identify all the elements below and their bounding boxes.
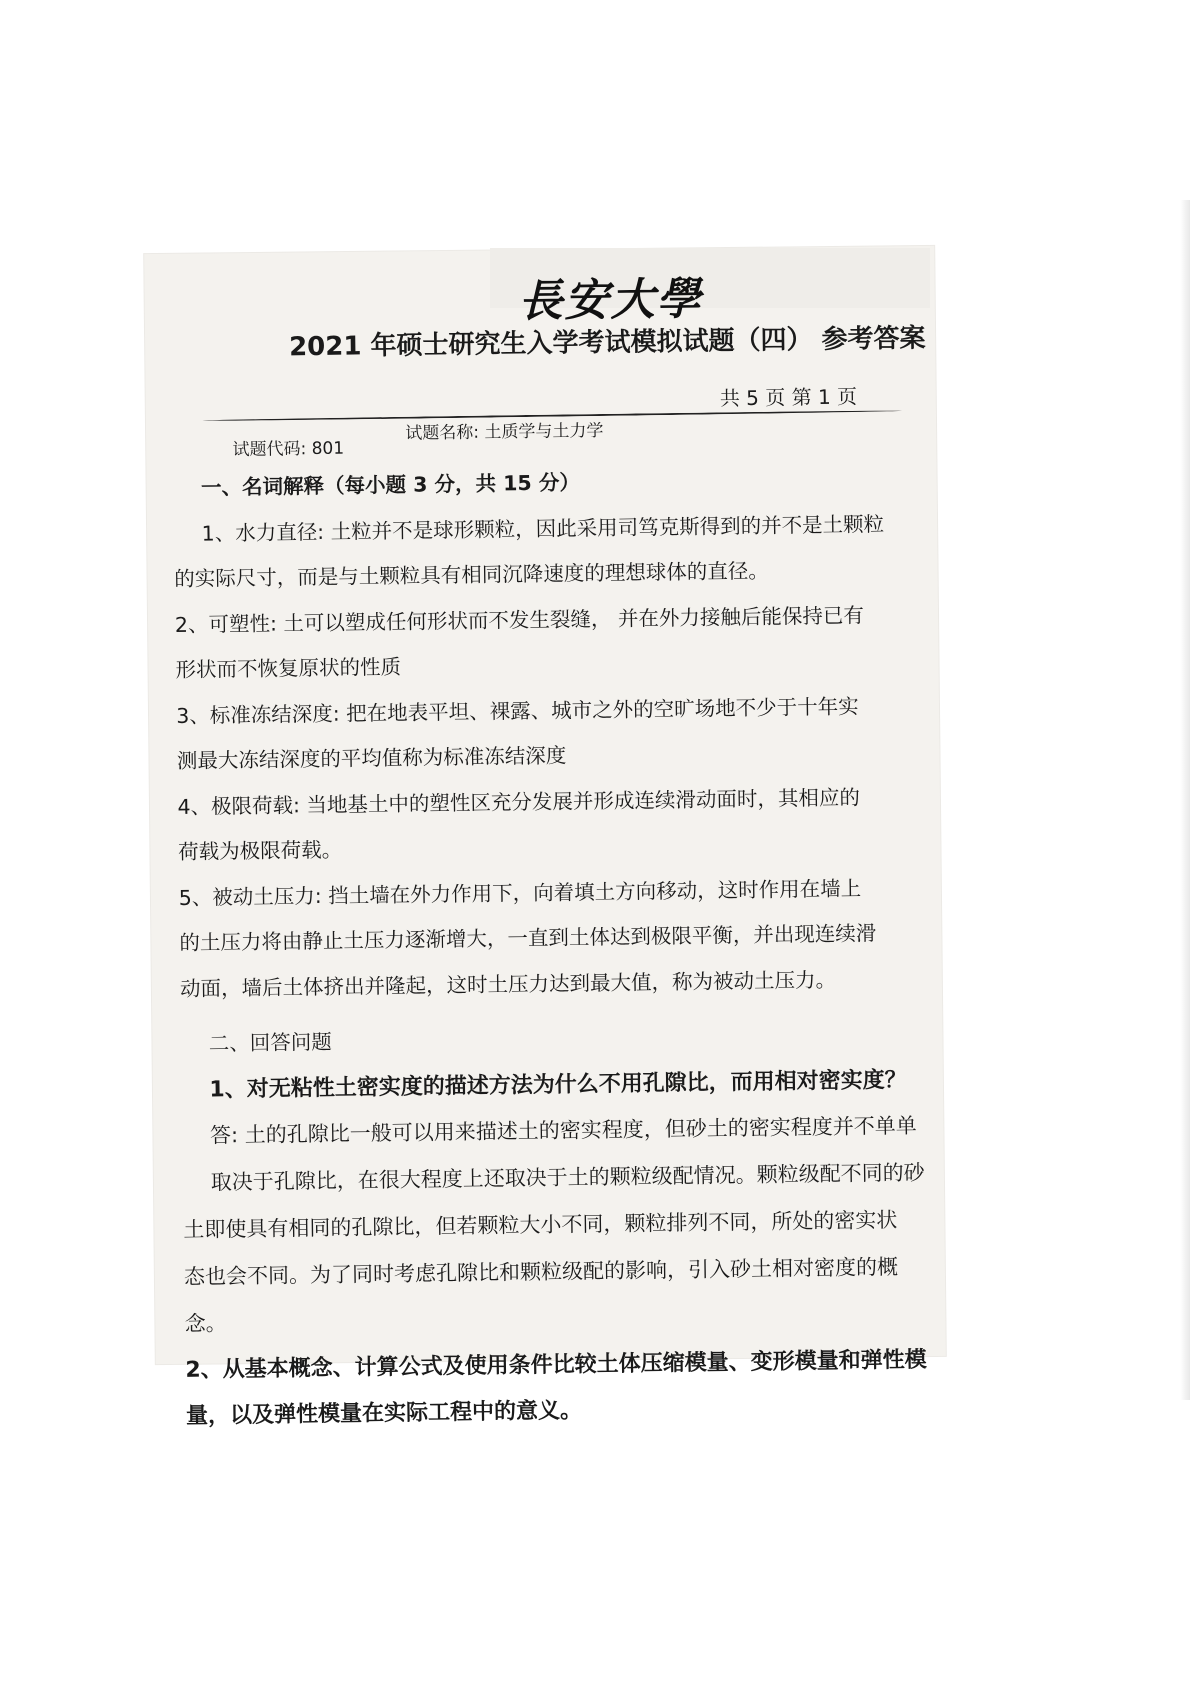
exam-name: 试题名称: 土质学与土力学: [405, 420, 604, 444]
answer-1-line-1: 答: 土的孔隙比一般可以用来描述土的密实程度，但砂土的密实程度并不单单: [209, 1113, 917, 1148]
answer-1-line-4: 态也会不同。为了同时考虑孔隙比和颗粒级配的影响，引入砂土相对密度的概: [183, 1254, 899, 1289]
term-1-line-1: 1、水力直径: 土粒并不是球形颗粒，因此采用司笃克斯得到的并不是土颗粒: [201, 511, 885, 546]
section-1-title: 一、名词解释（每小题 3 分，共 15 分）: [200, 470, 581, 500]
page-info: 共 5 页 第 1 页: [719, 384, 858, 411]
question-1: 1、对无粘性土密实度的描述方法为什么不用孔隙比，而用相对密实度？: [209, 1067, 907, 1103]
term-5-line-3: 动面，墙后土体挤出并隆起，这时土压力达到最大值，称为被动土压力。: [179, 967, 837, 1001]
section-2-title: 二、回答问题: [208, 1029, 332, 1056]
term-2-line-2: 形状而不恢复原状的性质: [175, 654, 402, 682]
university-logo: 長安大學: [518, 273, 703, 328]
answer-1-line-2: 取决于孔隙比，在很大程度上还取决于土的颗粒级配情况。颗粒级配不同的砂: [210, 1160, 925, 1195]
answer-body: [173, 455, 957, 1439]
answer-1-line-5: 念。: [184, 1311, 227, 1336]
term-1-line-2: 的实际尺寸，而是与土颗粒具有相同沉降速度的理想球体的直径。: [174, 558, 769, 591]
term-5-line-1: 5、被动土压力: 挡土墙在外力作用下，向着填土方向移动，这时作用在墙上: [178, 875, 862, 910]
term-3-line-1: 3、标准冻结深度: 把在地表平坦、裸露、城市之外的空旷场地不少于十年实: [176, 693, 859, 728]
answer-1-line-3: 土即使具有相同的孔隙比，但若颗粒大小不同，颗粒排列不同，所处的密实状: [183, 1207, 898, 1242]
term-4-line-2: 荷载为极限荷载。: [177, 837, 343, 864]
question-2-line-1: 2、从基本概念、计算公式及使用条件比较土体压缩模量、变形模量和弹性模: [185, 1347, 927, 1383]
document-title: 2021 年硕士研究生入学考试模拟试题（四） 参考答案: [288, 323, 926, 363]
scan-edge-shadow: [1180, 200, 1190, 1400]
term-5-line-2: 的土压力将由静止土压力逐渐增大，一直到土体达到极限平衡，并出现连续滑: [179, 921, 877, 955]
term-3-line-2: 测最大冻结深度的平均值称为标准冻结深度: [176, 743, 567, 773]
exam-code: 试题代码: 801: [232, 438, 345, 461]
question-2-line-2: 量，以及弹性模量在实际工程中的意义。: [185, 1397, 583, 1429]
term-2-line-1: 2、可塑性: 土可以塑成任何形状而不发生裂缝， 并在外力接触后能保持已有: [174, 602, 865, 637]
term-4-line-1: 4、极限荷载: 当地基土中的塑性区充分发展并形成连续滑动面时，其相应的: [177, 784, 861, 819]
